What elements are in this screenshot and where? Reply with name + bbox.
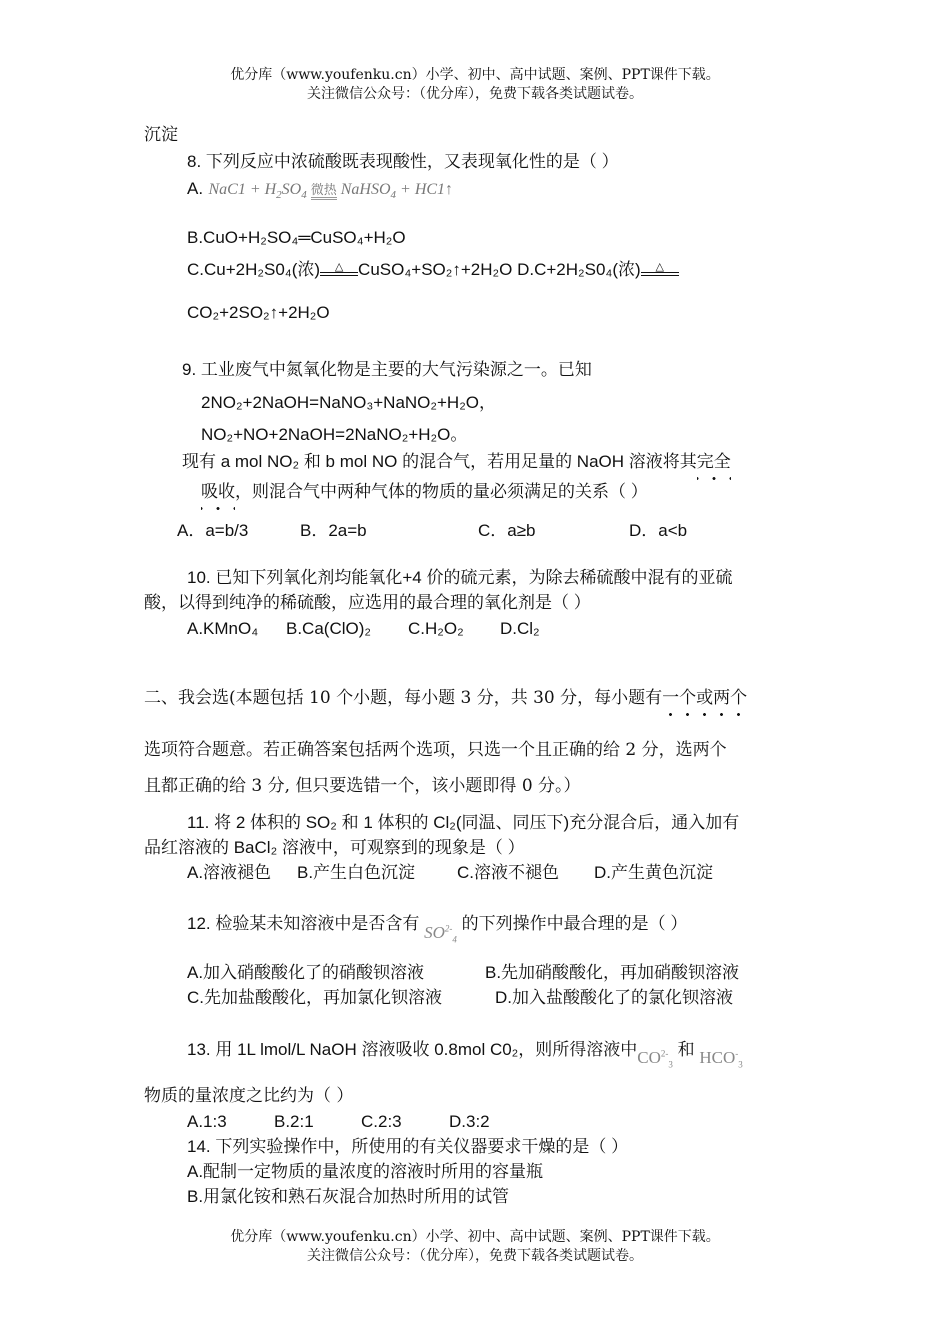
q12-option-b: B.先加硝酸酸化，再加硝酸钡溶液 <box>485 963 740 982</box>
q9-equation-1: 2NO₂+2NaOH=NaNO₃+NaNO₂+H₂O， <box>201 393 497 412</box>
section-2-emphasis: 一个或两个 <box>662 688 748 708</box>
q8-option-c-right: CuSO₄+SO₂↑+2H₂O <box>358 260 513 279</box>
page-header-line-1: 优分库（www.youfenku.cn）小学、初中、高中试题、案例、PPT课件下载。 <box>230 67 720 83</box>
heat-condition-d <box>641 260 679 279</box>
q13-option-b: B.2:1 <box>274 1112 314 1131</box>
section-2-heading-line-2: 选项符合题意。若正确答案包括两个选项，只选一个且正确的给 2 分，选两个 <box>144 740 727 760</box>
q9-option-d: D．a<b <box>629 521 688 540</box>
q11-option-b: B.产生白色沉淀 <box>297 863 416 882</box>
page-header-line-2: 关注微信公众号：（优分库），免费下载各类试题试卷。 <box>307 86 643 102</box>
page-footer-line-1: 优分库（www.youfenku.cn）小学、初中、高中试题、案例、PPT课件下载。 <box>230 1229 720 1245</box>
q10-option-b: B.Ca(ClO)₂ <box>286 619 371 638</box>
section-2-heading-line-1 <box>144 687 747 709</box>
q9-line-4-text: ，则混合气中两种气体的物质的量必须满足的关系（ ） <box>235 482 648 501</box>
q8-option-a-condition: 微热 <box>311 183 337 200</box>
q9-line-3-text: 现有 a mol NO₂ 和 b mol NO 的混合气，若用足量的 NaOH 溶液将其 <box>182 452 697 471</box>
q10-line-1: 10. 已知下列氧化剂均能氧化+4 价的硫元素，为除去稀硫酸中混有的亚硫 <box>187 568 733 587</box>
q12-stem-pre: 12. 检验某未知溶液中是否含有 <box>187 914 420 933</box>
q13-and: 和 <box>677 1040 695 1059</box>
q10-option-a: A.KMnO₄ <box>187 619 259 638</box>
q14-stem: 14. 下列实验操作中，所使用的有关仪器要求干燥的是（ ） <box>187 1137 629 1156</box>
q13-option-a: A.1:3 <box>187 1112 227 1131</box>
q11-line-2: 品红溶液的 BaCl₂ 溶液中，可观察到的现象是（ ） <box>144 838 525 857</box>
q8-option-b: B.CuO+H₂SO₄═CuSO₄+H₂O <box>187 228 406 247</box>
q12-option-c: C.先加盐酸酸化，再加氯化钡溶液 <box>187 988 442 1007</box>
q8-option-a-label: A. <box>187 179 204 198</box>
q12-option-a: A.加入硝酸酸化了的硝酸钡溶液 <box>187 963 425 982</box>
section-2-heading-line-3: 且都正确的给 3 分, 但只要选错一个，该小题即得 0 分。） <box>144 776 581 796</box>
q9-emphasis-complete: 完全 <box>696 452 731 471</box>
q8-option-c-d <box>187 259 679 281</box>
q8-option-c-left: C.Cu+2H₂S0₄(浓) <box>187 260 321 279</box>
sulfate-ion-formula: $SO^{2-}_4$ <box>424 923 457 945</box>
q11-line-1: 11. 将 2 体积的 SO₂ 和 1 体积的 Cl₂(同温、同压下)充分混合后，通入加有 <box>187 813 740 832</box>
bicarbonate-ion-formula: $HCO^-_3$ <box>699 1048 743 1070</box>
heat-symbol-icon: △ <box>655 260 664 273</box>
carry-over-text: 沉淀 <box>144 125 178 145</box>
q9-option-a: A．a=b/3 <box>177 521 249 540</box>
q10-option-c: C.H₂O₂ <box>408 619 464 638</box>
page-footer-line-2: 关注微信公众号：（优分库），免费下载各类试题试卷。 <box>307 1248 643 1264</box>
section-2-heading-text: 二、我会选(本题包括 10 个小题，每小题 3 分，共 30 分，每小题有 <box>144 688 663 708</box>
q8-option-d-right: CO₂+2SO₂↑+2H₂O <box>187 303 330 322</box>
q9-emphasis-absorb: 吸收 <box>201 482 235 501</box>
q13-stem <box>187 1039 743 1070</box>
q9-stem: 9. 工业废气中氮氧化物是主要的大气污染源之一。已知 <box>182 360 592 379</box>
heat-symbol-icon: △ <box>334 260 344 273</box>
q8-option-d-left: D.C+2H₂S0₄(浓) <box>517 260 641 279</box>
q9-line-3 <box>182 451 731 473</box>
q9-option-c: C．a≥b <box>478 521 536 540</box>
q12-option-d: D.加入盐酸酸化了的氯化钡溶液 <box>495 988 733 1007</box>
heat-condition-c <box>320 260 358 279</box>
q9-line-4 <box>201 481 648 503</box>
q12-stem-post: 的下列操作中最合理的是（ ） <box>461 914 688 933</box>
q10-option-d: D.Cl₂ <box>500 619 540 638</box>
q8-option-a <box>187 178 453 201</box>
carbonate-ion-formula: $CO^{2-}_3$ <box>637 1048 673 1070</box>
q11-option-d: D.产生黄色沉淀 <box>594 863 713 882</box>
q11-option-a: A.溶液褪色 <box>187 863 272 882</box>
q9-option-b: B．2a=b <box>300 521 367 540</box>
q11-option-c: C.溶液不褪色 <box>457 863 559 882</box>
q13-line-2: 物质的量浓度之比约为（ ） <box>144 1086 354 1106</box>
q14-option-b: B.用氯化铵和熟石灰混合加热时所用的试管 <box>187 1187 510 1206</box>
q9-equation-2: NO₂+NO+2NaOH=2NaNO₂+H₂O。 <box>201 425 468 444</box>
q13-option-d: D.3:2 <box>449 1112 490 1131</box>
q8-stem: 8. 下列反应中浓硫酸既表现酸性，又表现氧化性的是（ ） <box>187 152 619 171</box>
q14-option-a: A.配制一定物质的量浓度的溶液时所用的容量瓶 <box>187 1162 544 1181</box>
q12-stem <box>187 913 688 945</box>
q13-option-c: C.2:3 <box>361 1112 402 1131</box>
q8-option-a-formula: $NaC1 + H_2SO_4$ 微热 NaHSO$_4$ + HC1↑ <box>208 181 454 202</box>
q10-line-2: 酸，以得到纯净的稀硫酸，应选用的最合理的氧化剂是（ ） <box>144 593 591 612</box>
q13-stem-pre: 13. 用 1L lmol/L NaOH 溶液吸收 0.8mol C0₂，则所得溶液中 <box>187 1040 638 1059</box>
